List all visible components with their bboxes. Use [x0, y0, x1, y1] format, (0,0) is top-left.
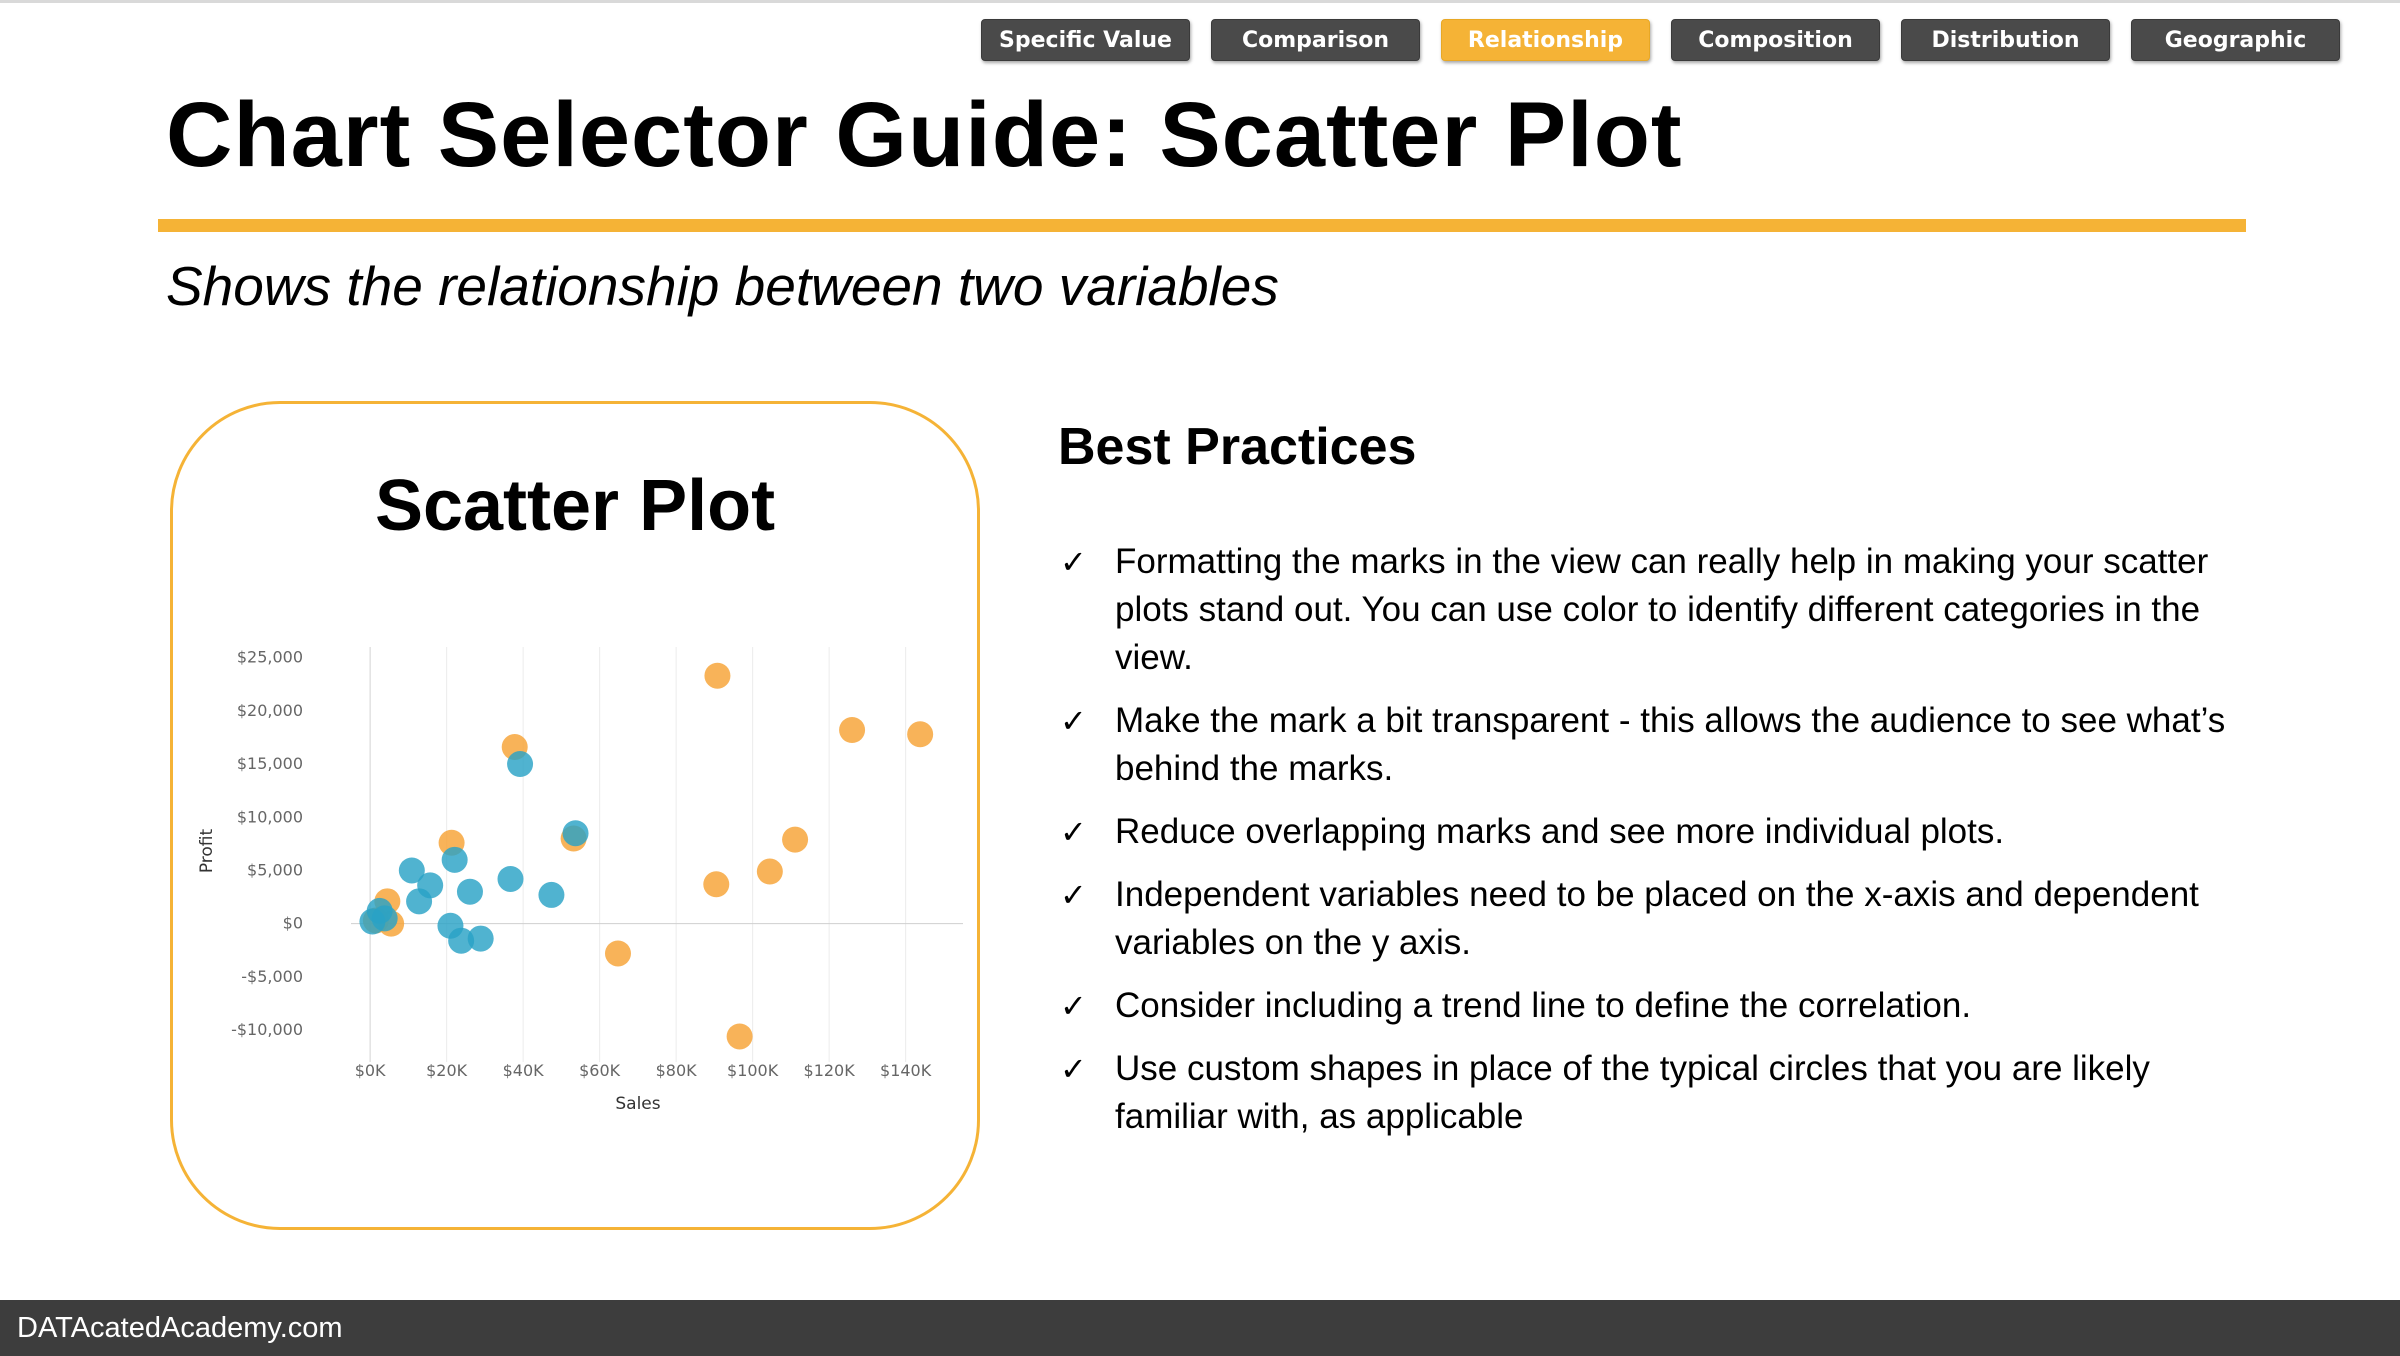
- x-tick-label: $100K: [727, 1061, 779, 1080]
- check-icon: ✓: [1060, 543, 1087, 581]
- scatter-point: [703, 871, 729, 897]
- best-practice-item: [1058, 538, 2238, 682]
- x-tick-label: $80K: [655, 1061, 697, 1080]
- page-title-prefix: Chart Selector Guide:: [166, 84, 1160, 186]
- chart-example-card: [170, 401, 980, 1230]
- y-tick-label: $20,000: [236, 700, 303, 720]
- scatter-point: [727, 1023, 753, 1049]
- scatter-point: [907, 721, 933, 747]
- check-icon: ✓: [1060, 813, 1087, 851]
- best-practices-list: [1058, 538, 2238, 1156]
- x-tick-label: $120K: [803, 1061, 855, 1080]
- best-practice-item: [1058, 808, 2238, 856]
- page-subtitle: Shows the relationship between two variables: [166, 255, 1279, 317]
- page-title: [166, 80, 1683, 190]
- scatter-point: [563, 820, 589, 846]
- x-tick-label: $40K: [502, 1061, 544, 1080]
- scatter-point: [782, 827, 808, 853]
- y-axis-title: Profit: [197, 828, 217, 874]
- nav-button-relationship[interactable]: Relationship: [1441, 19, 1650, 61]
- nav-button-comparison[interactable]: Comparison: [1211, 19, 1420, 61]
- check-icon: ✓: [1060, 1050, 1087, 1088]
- x-tick-label: $60K: [579, 1061, 621, 1080]
- scatter-point: [498, 866, 524, 892]
- scatter-point: [605, 940, 631, 966]
- check-icon: ✓: [1060, 987, 1087, 1025]
- nav-button-geographic[interactable]: Geographic: [2131, 19, 2340, 61]
- footer-bar: [0, 1300, 2400, 1356]
- nav-button-composition[interactable]: Composition: [1671, 19, 1880, 61]
- best-practice-text: Make the mark a bit transparent - this allows the audience to see what’s behind the marks.: [1115, 701, 2226, 788]
- check-icon: ✓: [1060, 702, 1087, 740]
- card-title: Scatter Plot: [374, 466, 776, 546]
- best-practice-item: [1058, 871, 2238, 967]
- scatter-point: [442, 847, 468, 873]
- chart-category-nav: [981, 19, 2340, 61]
- scatter-point: [359, 909, 385, 935]
- y-tick-label: -$5,000: [241, 966, 303, 986]
- chart-points: [359, 663, 933, 1050]
- scatter-point: [538, 882, 564, 908]
- page-title-chart-name: Scatter Plot: [1159, 84, 1683, 186]
- best-practice-item: [1058, 982, 2238, 1030]
- y-tick-label: $15,000: [236, 754, 303, 774]
- best-practice-text: Independent variables need to be placed on the x-axis and dependent variables on the y axis.: [1115, 875, 2199, 962]
- top-rule: [0, 0, 2400, 3]
- scatter-point: [457, 879, 483, 905]
- scatter-point: [507, 751, 533, 777]
- nav-button-specific-value[interactable]: Specific Value: [981, 19, 1190, 61]
- y-tick-label: $10,000: [236, 807, 303, 827]
- best-practice-text: Reduce overlapping marks and see more individual plots.: [1115, 812, 2005, 851]
- title-accent-rule: [158, 219, 2246, 232]
- x-tick-label: $20K: [426, 1061, 468, 1080]
- y-tick-label: $5,000: [247, 860, 303, 880]
- y-tick-label: -$10,000: [231, 1020, 303, 1040]
- x-axis-title: Sales: [615, 1094, 661, 1114]
- best-practice-text: Consider including a trend line to define the correlation.: [1115, 986, 1972, 1025]
- best-practice-text: Formatting the marks in the view can really help in making your scatter plots stand out. You can use color to identify different categories in the view.: [1115, 542, 2209, 677]
- best-practice-item: [1058, 697, 2238, 793]
- x-tick-label: $0K: [354, 1061, 386, 1080]
- best-practice-text: Use custom shapes in place of the typical circles that you are likely familiar with, as applicable: [1115, 1049, 2150, 1136]
- x-tick-label: $140K: [880, 1061, 932, 1080]
- scatter-point: [839, 717, 865, 743]
- scatter-point: [468, 926, 494, 952]
- best-practice-item: [1058, 1045, 2238, 1141]
- nav-button-distribution[interactable]: Distribution: [1901, 19, 2110, 61]
- footer-site-link[interactable]: DATAcatedAcademy.com: [17, 1312, 343, 1344]
- scatter-chart: [173, 404, 977, 1227]
- y-tick-label: $25,000: [236, 647, 303, 667]
- y-tick-label: $0: [282, 913, 303, 933]
- chart-labels: [197, 648, 932, 1114]
- check-icon: ✓: [1060, 876, 1087, 914]
- scatter-point: [406, 888, 432, 914]
- scatter-point: [704, 663, 730, 689]
- scatter-point: [757, 859, 783, 885]
- best-practices-heading: Best Practices: [1058, 418, 1417, 476]
